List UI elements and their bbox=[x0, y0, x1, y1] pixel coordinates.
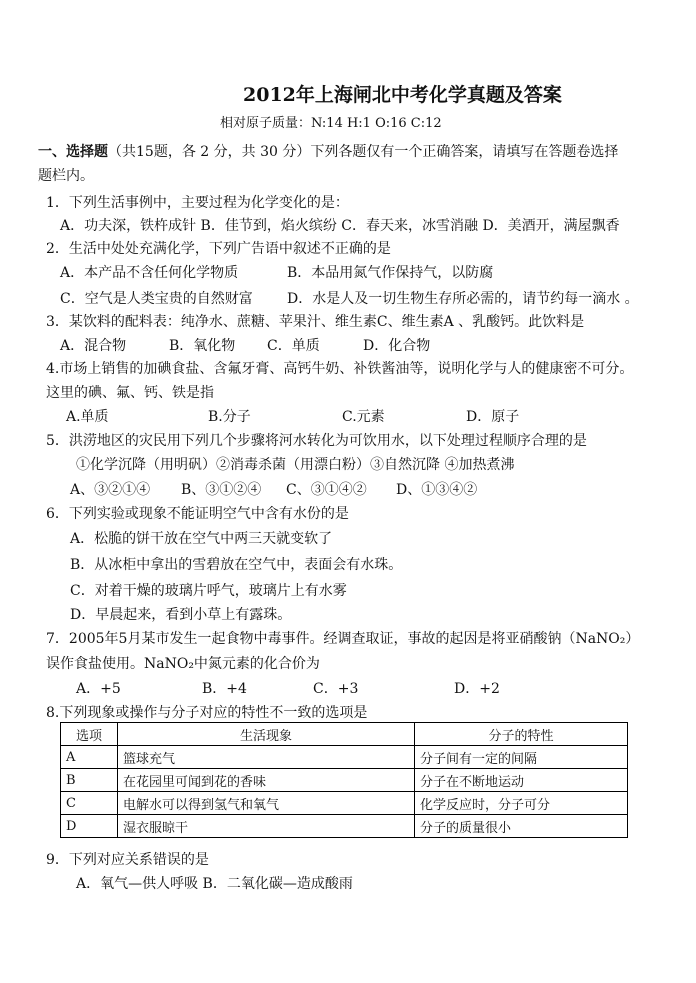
q3-option-c: C．单质 bbox=[267, 338, 320, 354]
table-cell: 分子间有一定的间隔 bbox=[415, 746, 628, 769]
table-header-cell: 分子的特性 bbox=[415, 723, 628, 746]
q7-option-a: A．+5 bbox=[76, 681, 121, 697]
q2-option-b: B．本品用氮气作保持气，以防腐 bbox=[287, 265, 494, 281]
table-row bbox=[61, 746, 628, 769]
q3-option-b: B．氧化物 bbox=[169, 338, 236, 354]
q4-option-c: C.元素 bbox=[342, 409, 385, 425]
q2-option-c: C．空气是人类宝贵的自然财富 bbox=[60, 291, 253, 307]
q6-option-d: D．早晨起来，看到小草上有露珠。 bbox=[70, 607, 292, 623]
section-heading-line bbox=[38, 143, 618, 161]
section-instructions: （共15题，各 2 分，共 30 分）下列各题仅有一个正确答案，请填写在答题卷选择 bbox=[108, 144, 619, 160]
section-heading: 一、选择题 bbox=[38, 144, 108, 160]
table-header-cell: 选项 bbox=[61, 723, 118, 746]
q9-options: A．氧气—供人呼吸 B．二氧化碳—造成酸雨 bbox=[76, 876, 353, 892]
q3-option-a: A．混合物 bbox=[60, 338, 127, 354]
q3-option-d: D．化合物 bbox=[363, 338, 431, 354]
table-cell: 湿衣服晾干 bbox=[118, 815, 415, 838]
q8-stem: 8.下列现象或操作与分子对应的特性不一致的选项是 bbox=[46, 705, 368, 721]
q5-option-d: D、①③④② bbox=[396, 482, 478, 498]
table-row bbox=[61, 815, 628, 838]
table-cell: C bbox=[61, 792, 118, 815]
q7-stem-cont: 误作食盐使用。NaNO₂中氮元素的化合价为 bbox=[46, 656, 320, 672]
table-cell: 在花园里可闻到花的香味 bbox=[118, 769, 415, 792]
q6-stem: 6．下列实验或现象不能证明空气中含有水份的是 bbox=[46, 506, 349, 522]
q6-option-c: C．对着干燥的玻璃片呼气，玻璃片上有水雾 bbox=[70, 583, 347, 599]
q3-stem: 3．某饮料的配料表：纯净水、蔗糖、苹果汁、维生素C、维生素A 、乳酸钙。此饮料是 bbox=[46, 314, 585, 330]
table-header-row bbox=[61, 723, 628, 746]
q5-steps: ①化学沉降（用明矾）②消毒杀菌（用漂白粉）③自然沉降 ④加热煮沸 bbox=[76, 457, 515, 473]
section-instructions-cont: 题栏内。 bbox=[38, 168, 94, 184]
q1-options: A．功夫深，铁杵成针 B．佳节到，焰火缤纷 C．春天来，冰雪消融 D．美酒开，满屋飘香 bbox=[60, 218, 620, 234]
table-cell: D bbox=[61, 815, 118, 838]
q4-stem: 4.市场上销售的加碘食盐、含氟牙膏、高钙牛奶、补铁酱油等，说明化学与人的健康密不可分。 bbox=[46, 361, 634, 377]
q6-option-a: A．松脆的饼干放在空气中两三天就变软了 bbox=[70, 531, 333, 547]
q4-option-b: B.分子 bbox=[208, 409, 251, 425]
table-cell: 分子在不断地运动 bbox=[415, 769, 628, 792]
atomic-mass-line: 相对原子质量：N:14 H:1 O:16 C:12 bbox=[220, 116, 442, 131]
q7-stem: 7．2005年5月某市发生一起食物中毒事件。经调查取证，事故的起因是将亚硝酸钠（NaNO₂） bbox=[46, 631, 640, 647]
q5-stem: 5．洪涝地区的灾民用下列几个步骤将河水转化为可饮用水，以下处理过程顺序合理的是 bbox=[46, 433, 587, 449]
q2-option-a: A．本产品不含任何化学物质 bbox=[60, 265, 239, 281]
q6-option-b: B．从冰柜中拿出的雪碧放在空气中，表面会有水珠。 bbox=[70, 557, 403, 573]
q2-option-d: D．水是人及一切生物生存所必需的，请节约每一滴水 。 bbox=[287, 291, 639, 307]
q9-stem: 9．下列对应关系错误的是 bbox=[46, 852, 209, 868]
table-row bbox=[61, 792, 628, 815]
q5-option-c: C、③①④② bbox=[286, 482, 367, 498]
table-cell: 篮球充气 bbox=[118, 746, 415, 769]
table-cell: 分子的质量很小 bbox=[415, 815, 628, 838]
table-cell: 电解水可以得到氢气和氧气 bbox=[118, 792, 415, 815]
q7-option-d: D．+2 bbox=[454, 681, 500, 697]
q4-option-a: A.单质 bbox=[66, 409, 109, 425]
q2-stem: 2．生活中处处充满化学，下列广告语中叙述不正确的是 bbox=[46, 241, 391, 257]
table-row bbox=[61, 769, 628, 792]
q8-table bbox=[60, 722, 628, 838]
q4-option-d: D．原子 bbox=[466, 409, 520, 425]
q7-option-c: C．+3 bbox=[313, 681, 359, 697]
q5-option-a: A、③②①④ bbox=[70, 482, 151, 498]
q5-option-b: B、③①②④ bbox=[181, 482, 262, 498]
table-header-cell: 生活现象 bbox=[118, 723, 415, 746]
table-cell: A bbox=[61, 746, 118, 769]
q1-stem: 1．下列生活事例中，主要过程为化学变化的是： bbox=[46, 195, 349, 211]
table-cell: 化学反应时，分子可分 bbox=[415, 792, 628, 815]
table-cell: B bbox=[61, 769, 118, 792]
page-title: 2012年上海闸北中考化学真题及答案 bbox=[243, 84, 562, 106]
q7-option-b: B．+4 bbox=[202, 681, 247, 697]
q4-stem-cont: 这里的碘、氟、钙、铁是指 bbox=[46, 385, 214, 401]
